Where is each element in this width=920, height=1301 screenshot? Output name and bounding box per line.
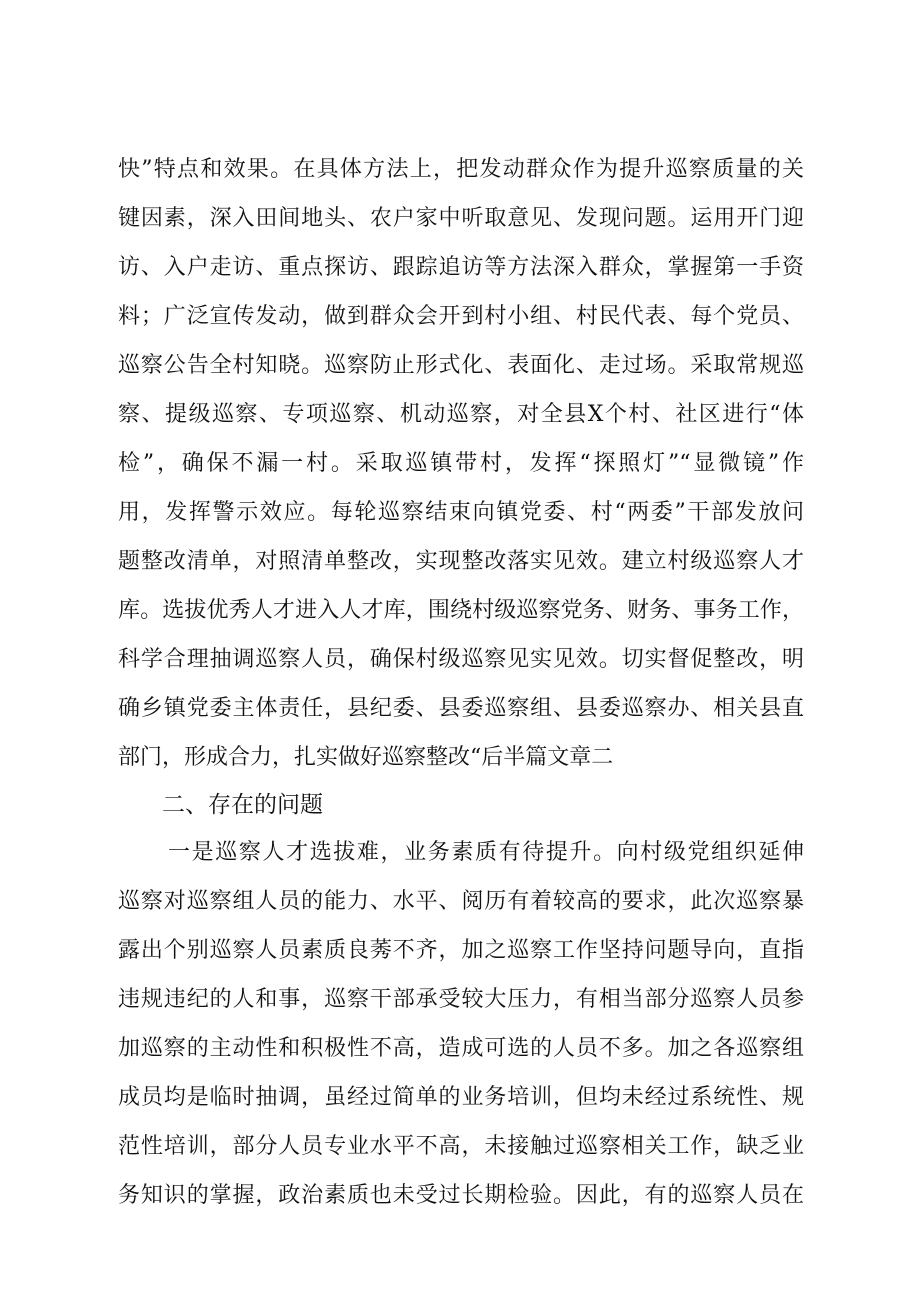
paragraph-line: 访、入户走访、重点探访、跟踪追访等方法深入群众，掌握第一手资 bbox=[118, 255, 804, 280]
section-heading: 二、存在的问题 bbox=[162, 792, 323, 818]
paragraph-line: 科学合理抽调巡察人员，确保村级巡察见实见效。切实督促整改，明 bbox=[118, 647, 804, 672]
paragraph-line: 快”特点和效果。在具体方法上，把发动群众作为提升巡察质量的关 bbox=[118, 157, 804, 182]
paragraph-line: 务知识的掌握，政治素质也未受过长期检验。因此，有的巡察人员在 bbox=[118, 1183, 804, 1208]
paragraph-line: 露出个别巡察人员素质良莠不齐，加之巡察工作坚持问题导向，直指 bbox=[118, 938, 804, 963]
paragraph-line: 违规违纪的人和事，巡察干部承受较大压力，有相当部分巡察人员参 bbox=[118, 987, 804, 1012]
paragraph-line: 库。选拔优秀人才进入人才库，围绕村级巡察党务、财务、事务工作， bbox=[118, 598, 804, 623]
paragraph-line: 题整改清单，对照清单整改，实现整改落实见效。建立村级巡察人才 bbox=[118, 549, 804, 574]
paragraph-line: 部门，形成合力，扎实做好巡察整改“后半篇文章二 bbox=[118, 745, 614, 770]
paragraph-line: 范性培训，部分人员专业水平不高，未接触过巡察相关工作，缺乏业 bbox=[118, 1134, 804, 1159]
paragraph-line: 用，发挥警示效应。每轮巡察结束向镇党委、村“两委”干部发放问 bbox=[118, 500, 804, 525]
paragraph-line: 料；广泛宣传发动，做到群众会开到村小组、村民代表、每个党员、 bbox=[118, 304, 804, 329]
paragraph-line: 加巡察的主动性和积极性不高，造成可选的人员不多。加之各巡察组 bbox=[118, 1036, 804, 1061]
paragraph-line: 确乡镇党委主体责任，县纪委、县委巡察组、县委巡察办、相关县直 bbox=[118, 696, 804, 721]
paragraph-line: 检”，确保不漏一村。采取巡镇带村，发挥“探照灯”“显微镜”作 bbox=[118, 451, 804, 476]
paragraph-line: 察、提级巡察、专项巡察、机动巡察，对全县X个村、社区进行“体 bbox=[118, 402, 804, 427]
paragraph-line: 巡察公告全村知晓。巡察防止形式化、表面化、走过场。采取常规巡 bbox=[118, 353, 804, 378]
paragraph-line: 巡察对巡察组人员的能力、水平、阅历有着较高的要求，此次巡察暴 bbox=[118, 889, 804, 914]
paragraph-line: 成员均是临时抽调，虽经过简单的业务培训，但均未经过系统性、规 bbox=[118, 1085, 804, 1110]
paragraph-line: 键因素，深入田间地头、农户家中听取意见、发现问题。运用开门迎 bbox=[118, 206, 804, 231]
paragraph-line: 一是巡察人才选拔难，业务素质有待提升。向村级党组织延伸 bbox=[168, 840, 804, 865]
